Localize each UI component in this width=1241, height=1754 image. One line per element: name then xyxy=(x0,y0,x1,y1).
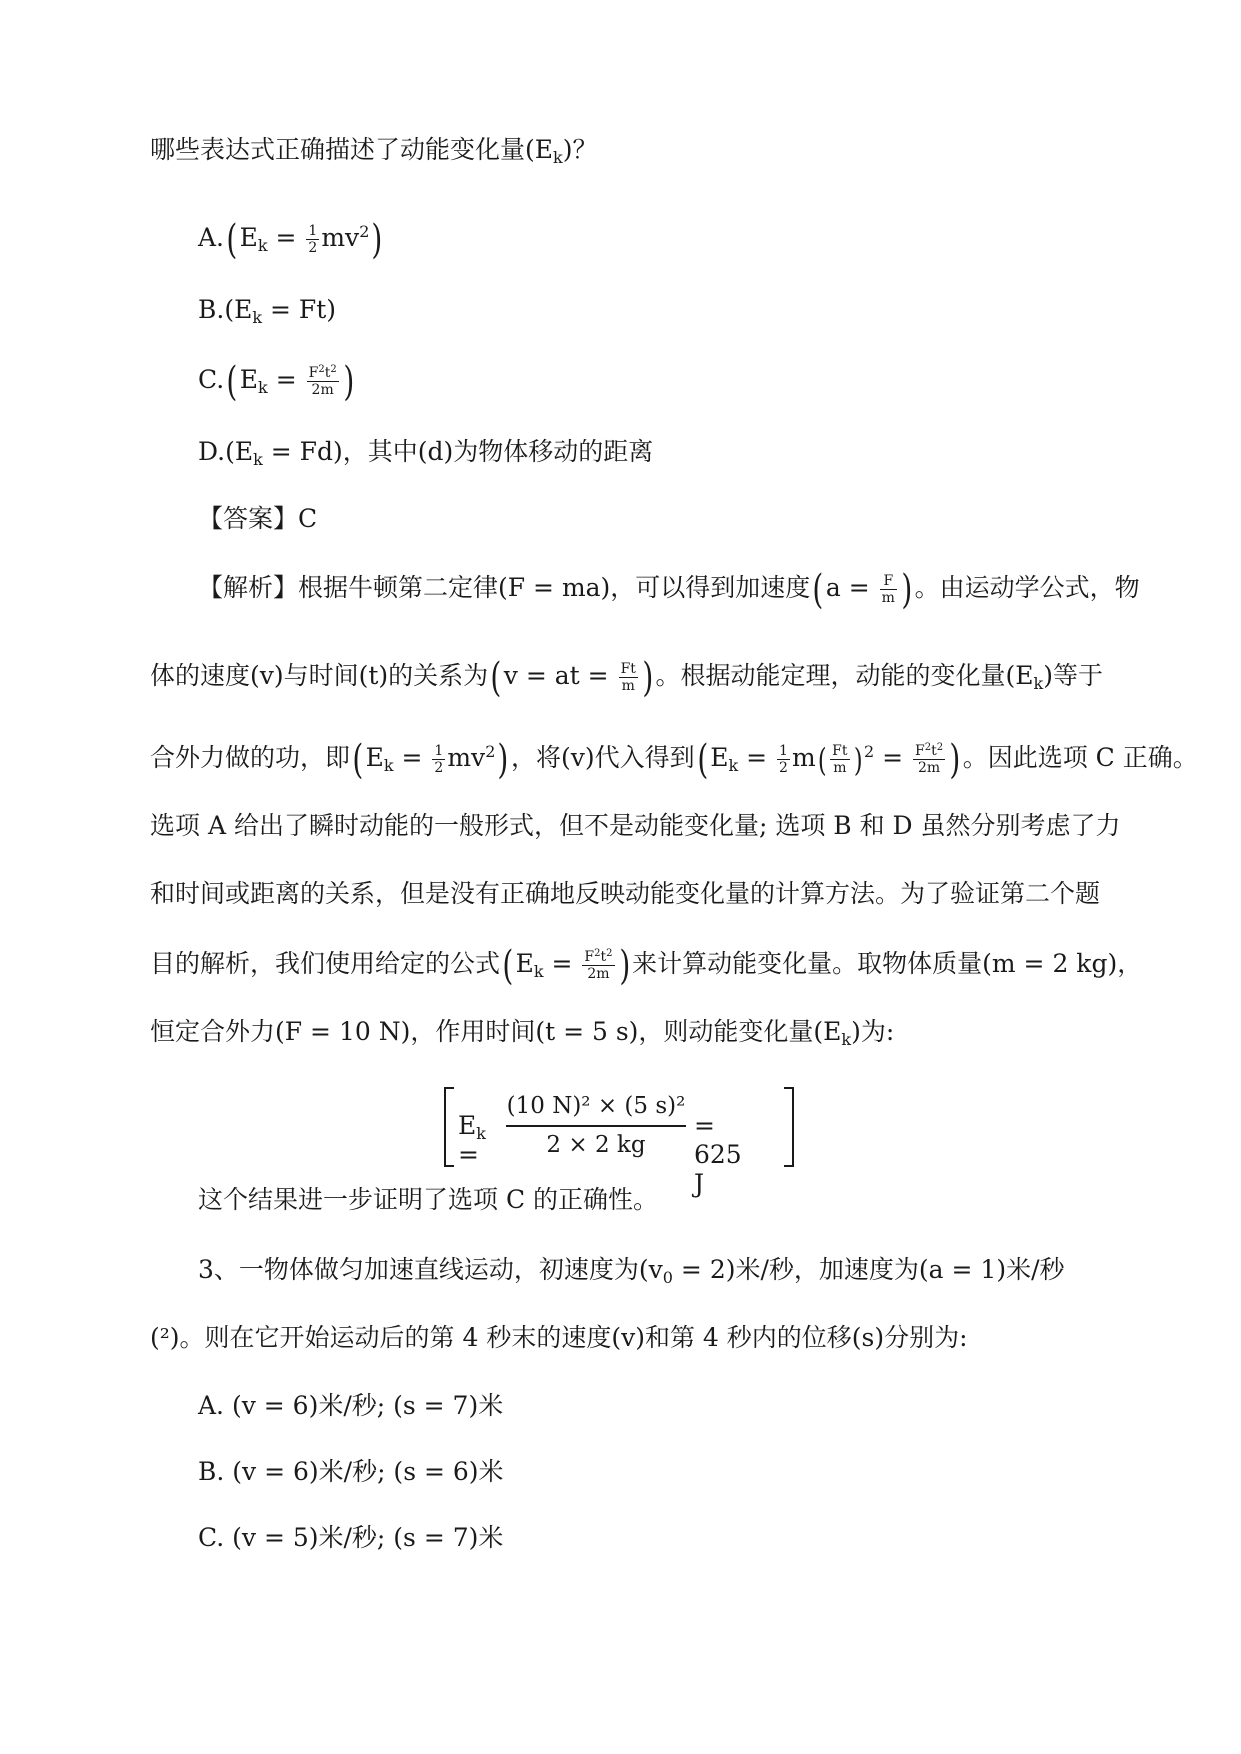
right-bracket xyxy=(784,1087,794,1167)
option-d: $D.(E_k = Fd)$，其中(d)为物体移动的距离 xyxy=(198,437,654,469)
equation-lhs: $E_k$ = xyxy=(458,1111,486,1169)
answer-label: 【答案】C xyxy=(198,504,318,533)
analysis-line-5: 和时间或距离的关系，但是没有正确地反映动能变化量的计算方法。为了验证第二个题 xyxy=(150,879,1101,908)
analysis-line-2: 体的速度(v)与时间(t)的关系为(v = at = $\frac{Ft}{m}$ )。根据动能定理，动能的变化量$(E_k)$等于 xyxy=(150,654,1103,701)
q3-option-b: B. (v = 6)米/秒; (s = 6)米 xyxy=(198,1457,504,1486)
analysis-line-4: 选项 A 给出了瞬时动能的一般形式，但不是动能变化量; 选项 B 和 D 虽然分别考虑了力 xyxy=(150,811,1121,840)
question-3-stem-1: 3、一物体做匀加速直线运动，初速度为$(v_0 = 2)$米/秒，加速度为(a = 1)米/秒 xyxy=(198,1255,1065,1287)
equation-result: = 625 J xyxy=(694,1111,742,1198)
equation-fraction: $\frac{\text{(10 N)² × (5 s)²}}{2 \times 2 kg}$ xyxy=(506,1093,686,1158)
question-stem: 哪些表达式正确描述了动能变化量$(E_k)$？ xyxy=(150,135,598,167)
option-c: $C.(E_k$ = $\frac{F^2t^2}{2m}$ ) xyxy=(198,358,354,405)
conclusion: 这个结果进一步证明了选项 C 的正确性。 xyxy=(198,1185,659,1214)
analysis-line-6: 目的解析，我们使用给定的公式($E_k$ = $\frac{F^2t^2}{2m}$ )来计算动能变化量。取物体质量(m = 2 kg)， xyxy=(150,942,1143,989)
option-a: $A.(E_k$ = $\frac{1}{2}$ $mv^2$) xyxy=(198,216,383,263)
q3-option-c: C. (v = 5)米/秒; (s = 7)米 xyxy=(198,1523,504,1552)
option-b: $B.(E_k = Ft)$ xyxy=(198,295,337,327)
analysis-line-7: 恒定合外力(F = 10 N)，作用时间(t = 5 s)，则动能变化量$(E_k)$为: xyxy=(150,1017,895,1049)
analysis-line-3: 合外力做的功，即($E_k$ = $\frac{1}{2}$ $mv^2$)，将(v)代入得到($E_k$ = $\frac{1}{2}$ m( $\frac{Ft}{m}$ ) $^2$ = $\frac{F^2t^2}{2m}$ )。因此选项 C 正确。 xyxy=(150,736,1198,783)
question-3-stem-2: (²)。则在它开始运动后的第 4 秒末的速度(v)和第 4 秒内的位移(s)分别为: xyxy=(150,1323,968,1352)
q3-option-a: A. (v = 6)米/秒; (s = 7)米 xyxy=(198,1391,504,1420)
analysis-line-1: 【解析】根据牛顿第二定律(F = ma)，可以得到加速度(a = $\frac{F}{m}$ )。由运动学公式，物 xyxy=(198,566,1140,613)
left-bracket xyxy=(444,1087,454,1167)
